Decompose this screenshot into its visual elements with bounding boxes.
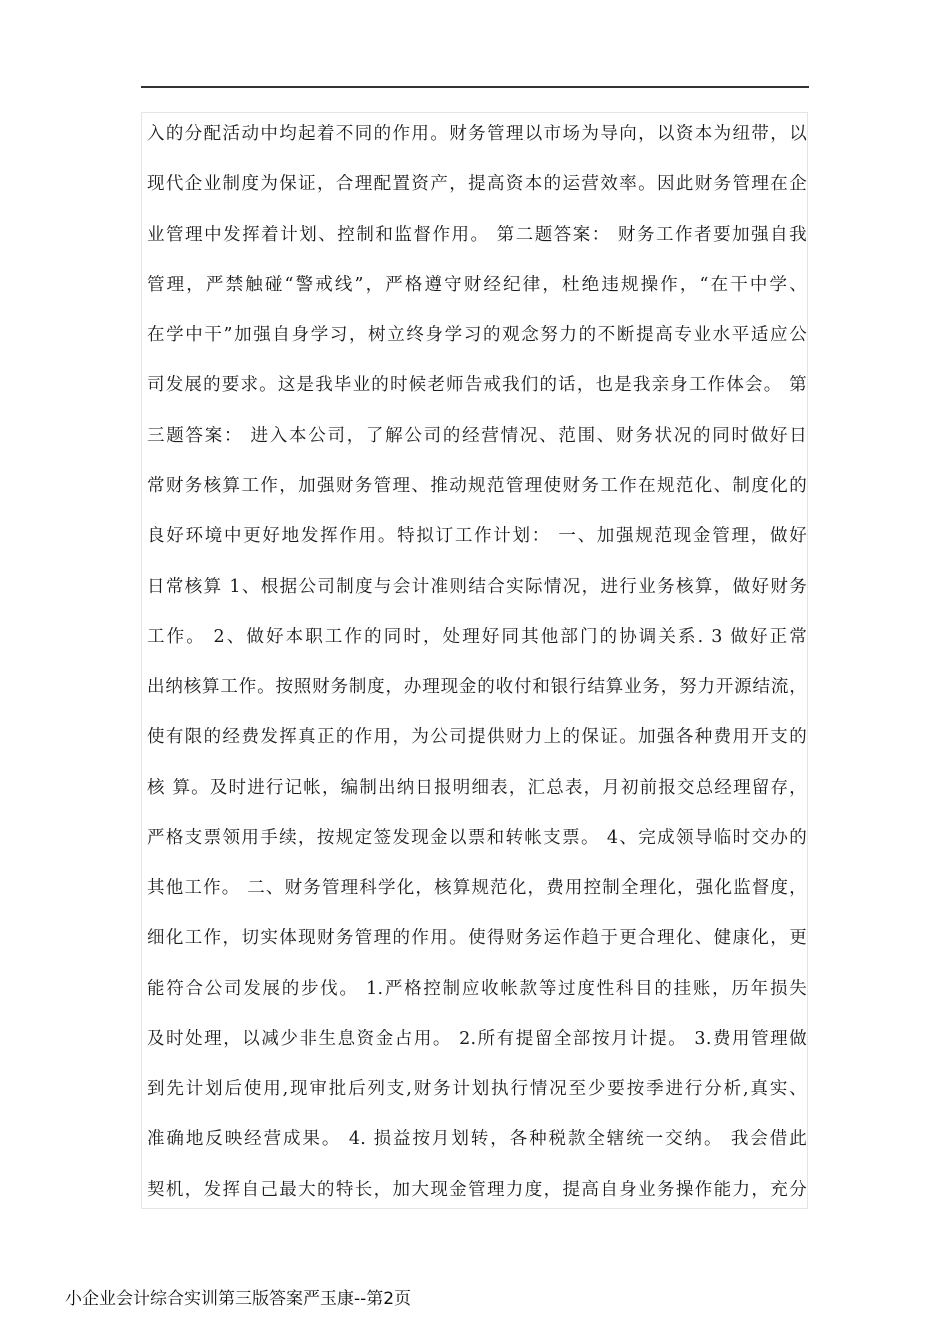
text-line: 到先计划后使用,现审批后列支,财务计划执行情况至少要按季进行分析,真实、 (147, 1079, 807, 1099)
header-rule (141, 86, 809, 88)
text-line: 良好环境中更好地发挥作用。特拟订工作计划： 一、加强规范现金管理，做好 (147, 526, 807, 546)
text-line: 在学中干”加强自身学习，树立终身学习的观念努力的不断提高专业水平适应公 (147, 325, 807, 345)
text-line: 严格支票领用手续，按规定签发现金以票和转帐支票。 4、完成领导临时交办的 (147, 828, 807, 848)
text-line: 司发展的要求。这是我毕业的时候老师告戒我们的话，也是我亲身工作体会。 第 (147, 375, 807, 395)
page-footer: 小企业会计综合实训第三版答案严玉康--第2页 (65, 1289, 412, 1309)
text-line: 使有限的经费发挥真正的作用，为公司提供财力上的保证。加强各种费用开支的 (147, 727, 807, 747)
text-line: 其他工作。 二、财务管理科学化，核算规范化，费用控制全理化，强化监督度， (147, 878, 807, 898)
text-line: 入的分配活动中均起着不同的作用。财务管理以市场为导向，以资本为纽带，以 (147, 124, 807, 144)
text-line: 日常核算 1、根据公司制度与会计准则结合实际情况，进行业务核算，做好财务 (147, 577, 807, 597)
text-line: 业管理中发挥着计划、控制和监督作用。 第二题答案： 财务工作者要加强自我 (147, 225, 807, 245)
text-line: 能符合公司发展的步伐。 1.严格控制应收帐款等过度性科目的挂账，历年损失 (147, 979, 807, 999)
text-line: 三题答案： 进入本公司，了解公司的经营情况、范围、财务状况的同时做好日 (147, 426, 807, 446)
text-line: 出纳核算工作。按照财务制度，办理现金的收付和银行结算业务，努力开源结流， (147, 677, 807, 697)
text-line: 细化工作，切实体现财务管理的作用。使得财务运作趋于更合理化、健康化，更 (147, 928, 807, 948)
text-line: 工作。 2、做好本职工作的同时，处理好同其他部门的协调关系. 3 做好正常 (147, 627, 807, 647)
text-line: 常财务核算工作，加强财务管理、推动规范管理使财务工作在规范化、制度化的 (147, 476, 807, 496)
text-line: 现代企业制度为保证，合理配置资产，提高资本的运营效率。因此财务管理在企 (147, 174, 807, 194)
text-line: 准确地反映经营成果。 4. 损益按月划转，各种税款全辖统一交纳。 我会借此 (147, 1129, 807, 1149)
text-line: 核 算。及时进行记帐，编制出纳日报明细表，汇总表，月初前报交总经理留存， (147, 778, 807, 798)
text-line: 及时处理，以减少非生息资金占用。 2.所有提留全部按月计提。 3.费用管理做 (147, 1029, 807, 1049)
text-line: 契机，发挥自己最大的特长，加大现金管理力度，提高自身业务操作能力，充分 (147, 1180, 807, 1200)
text-line: 管理，严禁触碰“警戒线”，严格遵守财经纪律，杜绝违规操作，“在干中学、 (147, 275, 807, 295)
